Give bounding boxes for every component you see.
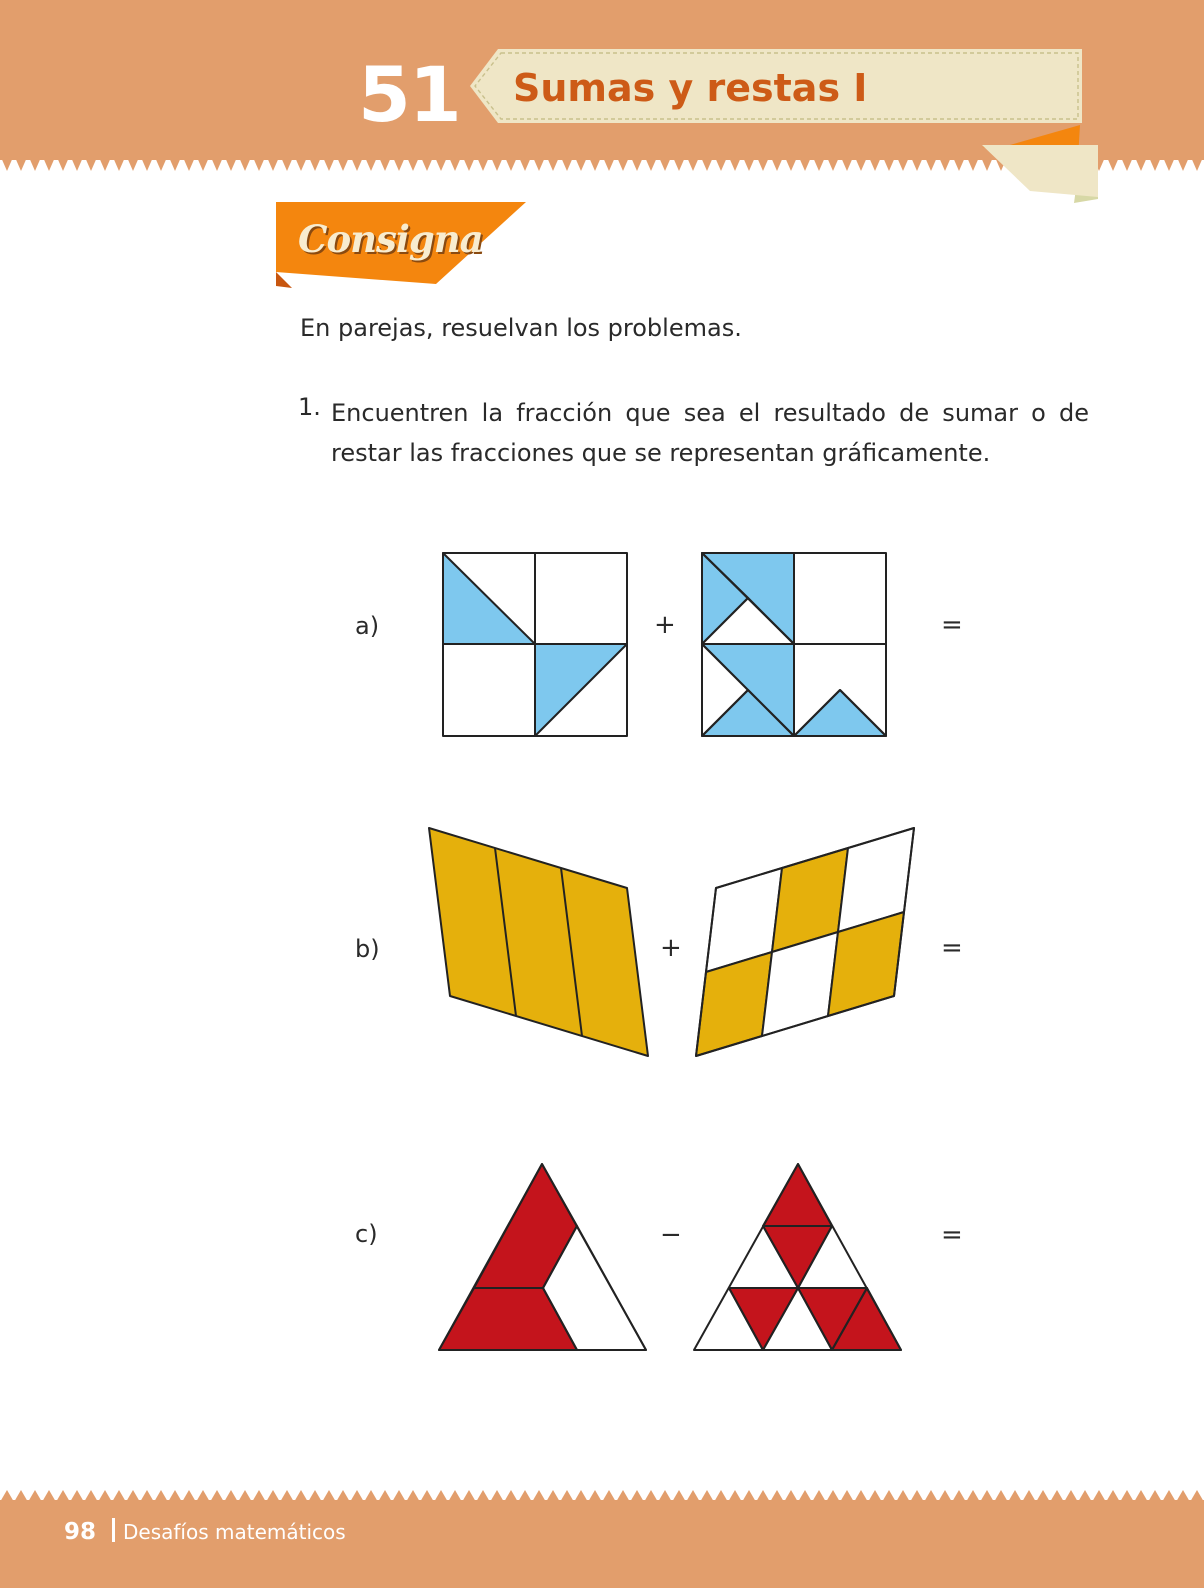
figure-b-right-parallelogram bbox=[696, 828, 914, 1056]
problem-number: 1. bbox=[298, 393, 321, 421]
equals-sign-b: = bbox=[941, 933, 963, 963]
footer-separator bbox=[112, 1518, 115, 1542]
problem-statement: Encuentren la fracción que sea el resultado de sumar o de restar las fracciones que se representan gráficamente. bbox=[331, 399, 1089, 467]
operator-plus-b: + bbox=[660, 933, 682, 963]
book-title: Desafíos matemáticos bbox=[123, 1520, 346, 1544]
item-label-b: b) bbox=[355, 935, 380, 963]
page-number: 98 bbox=[64, 1519, 97, 1545]
figure-c-left-triangle bbox=[439, 1164, 646, 1350]
figure-c-right-triangle bbox=[694, 1164, 901, 1350]
figure-b-left-parallelogram bbox=[429, 828, 648, 1056]
item-label-c: c) bbox=[355, 1220, 378, 1248]
instructions-text: En parejas, resuelvan los problemas. bbox=[300, 314, 742, 342]
equals-sign-c: = bbox=[941, 1220, 963, 1250]
consigna-label: Consigna bbox=[298, 217, 483, 261]
lesson-number: 51 bbox=[358, 50, 460, 139]
lesson-title: Sumas y restas I bbox=[513, 66, 868, 110]
figure-a-left-square bbox=[443, 553, 627, 736]
equals-sign-a: = bbox=[941, 610, 963, 640]
figure-a-right-square bbox=[702, 553, 886, 736]
footer-band bbox=[0, 1500, 1204, 1588]
operator-minus-c: − bbox=[660, 1220, 682, 1250]
item-label-a: a) bbox=[355, 612, 380, 640]
operator-plus-a: + bbox=[654, 610, 676, 640]
